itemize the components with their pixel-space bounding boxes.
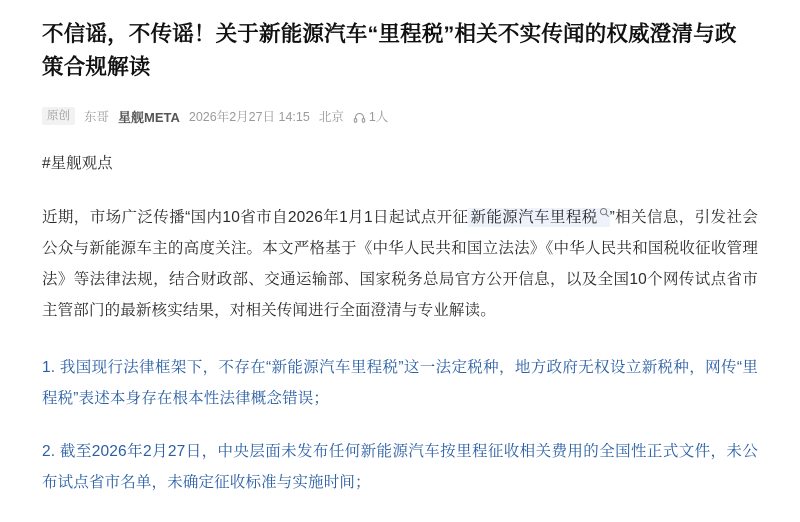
- listen-count-group[interactable]: [353, 107, 388, 125]
- author-name[interactable]: 东哥: [84, 110, 110, 125]
- headphone-icon: [353, 111, 366, 124]
- key-point-1: 1. 我国现行法律框架下，不存在“新能源汽车里程税”这一法定税种，地方政府无权设立新税种，网传“里程税”表述本身存在根本性法律概念错误；: [42, 359, 758, 408]
- publish-location: 北京: [318, 110, 344, 125]
- paragraph-text-before: 近期，市场广泛传播“国内10省市自2026年1月1日起试点开征: [42, 209, 469, 227]
- source-name[interactable]: 星舰META: [118, 109, 180, 125]
- page-title: 不信谣，不传谣！关于新能源汽车“里程税”相关不实传闻的权威澄清与政策合规解读: [42, 22, 737, 80]
- body-paragraph: [42, 202, 758, 326]
- keyword-highlight-label: 新能源汽车里程税: [470, 209, 598, 227]
- original-badge: 原创: [42, 107, 75, 125]
- keyword-highlight[interactable]: [468, 208, 609, 227]
- publish-date: 2026年2月27日 14:15: [188, 110, 310, 125]
- listen-count-label: 1人: [368, 110, 389, 125]
- topic-tag[interactable]: #星舰观点: [42, 154, 113, 172]
- search-icon[interactable]: [599, 198, 610, 209]
- paragraph-text-after: ”相关信息，引发社会公众与新能源车主的高度关注。本文严格基于《中华人民共和国立法法》《中华人民共和国税收征收管理法》等法律法规，结合财政部、交通运输部、国家税务总局官方公开信息，以及全国10个网传试点省市主管部门的最新核实结果，对相关传闻进行全面澄清与专业解读。: [42, 209, 759, 320]
- article-meta: [42, 107, 758, 126]
- key-point-2: 2. 截至2026年2月27日，中央层面未发布任何新能源汽车按里程征收相关费用的全国性正式文件，未公布试点省市名单，未确定征收标准与实施时间；: [42, 443, 758, 492]
